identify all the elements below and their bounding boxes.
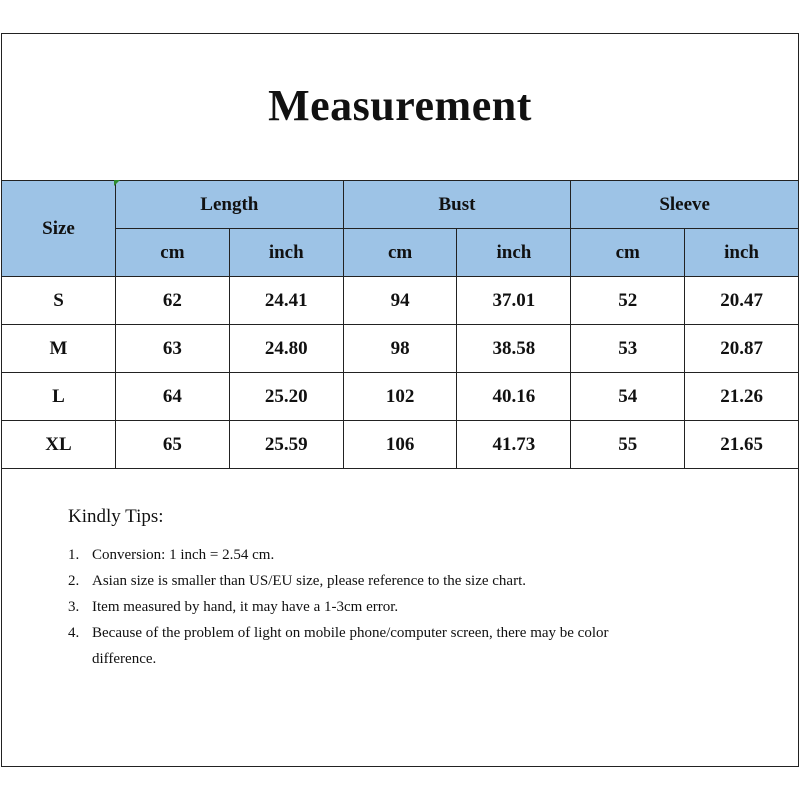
table-cell: 54 xyxy=(571,373,685,421)
table-row xyxy=(2,373,799,421)
list-text: Conversion: 1 inch = 2.54 cm. xyxy=(92,547,275,563)
list-text: Because of the problem of light on mobile phone/computer screen, there may be color difference. xyxy=(92,625,609,667)
table-cell: 52 xyxy=(571,277,685,325)
table-row xyxy=(2,325,799,373)
table-cell: 40.16 xyxy=(457,373,571,421)
table-cell: 38.58 xyxy=(457,325,571,373)
table-row xyxy=(2,421,799,469)
table-cell: 25.20 xyxy=(229,373,343,421)
tips-list xyxy=(68,542,628,672)
size-cell: M xyxy=(2,325,116,373)
unit-header: inch xyxy=(685,229,799,277)
table-row xyxy=(2,277,799,325)
sleeve-header: Sleeve xyxy=(571,181,799,229)
table-cell: 55 xyxy=(571,421,685,469)
table-cell: 37.01 xyxy=(457,277,571,325)
table-unit-row xyxy=(2,229,799,277)
bust-header: Bust xyxy=(343,181,571,229)
size-table xyxy=(1,180,799,469)
table-cell: 94 xyxy=(343,277,457,325)
table-cell: 62 xyxy=(116,277,230,325)
table-cell: 41.73 xyxy=(457,421,571,469)
list-item xyxy=(68,594,628,620)
unit-header: cm xyxy=(571,229,685,277)
size-cell: S xyxy=(2,277,116,325)
table-cell: 20.47 xyxy=(685,277,799,325)
list-number: 2. xyxy=(68,573,80,589)
unit-header: cm xyxy=(343,229,457,277)
table-cell: 53 xyxy=(571,325,685,373)
list-number: 3. xyxy=(68,599,80,615)
tips-title: Kindly Tips: xyxy=(68,506,164,527)
size-cell: L xyxy=(2,373,116,421)
size-cell: XL xyxy=(2,421,116,469)
unit-header: cm xyxy=(116,229,230,277)
page-title: Measurement xyxy=(268,81,532,130)
table-cell: 64 xyxy=(116,373,230,421)
list-item xyxy=(68,568,628,594)
list-number: 4. xyxy=(68,625,80,641)
list-item xyxy=(68,620,628,672)
table-cell: 20.87 xyxy=(685,325,799,373)
table-cell: 98 xyxy=(343,325,457,373)
list-text: Item measured by hand, it may have a 1-3cm error. xyxy=(92,599,399,615)
table-header-row xyxy=(2,181,799,229)
cell-corner-marker xyxy=(114,180,120,186)
table-cell: 21.26 xyxy=(685,373,799,421)
table-cell: 65 xyxy=(116,421,230,469)
list-number: 1. xyxy=(68,547,80,563)
table-cell: 25.59 xyxy=(229,421,343,469)
size-header: Size xyxy=(2,181,116,277)
table-cell: 24.41 xyxy=(229,277,343,325)
unit-header: inch xyxy=(457,229,571,277)
unit-header: inch xyxy=(229,229,343,277)
list-item xyxy=(68,542,628,568)
table-cell: 24.80 xyxy=(229,325,343,373)
length-header: Length xyxy=(116,181,344,229)
table-cell: 102 xyxy=(343,373,457,421)
table-cell: 106 xyxy=(343,421,457,469)
table-cell: 21.65 xyxy=(685,421,799,469)
list-text: Asian size is smaller than US/EU size, please reference to the size chart. xyxy=(92,573,526,589)
table-cell: 63 xyxy=(116,325,230,373)
